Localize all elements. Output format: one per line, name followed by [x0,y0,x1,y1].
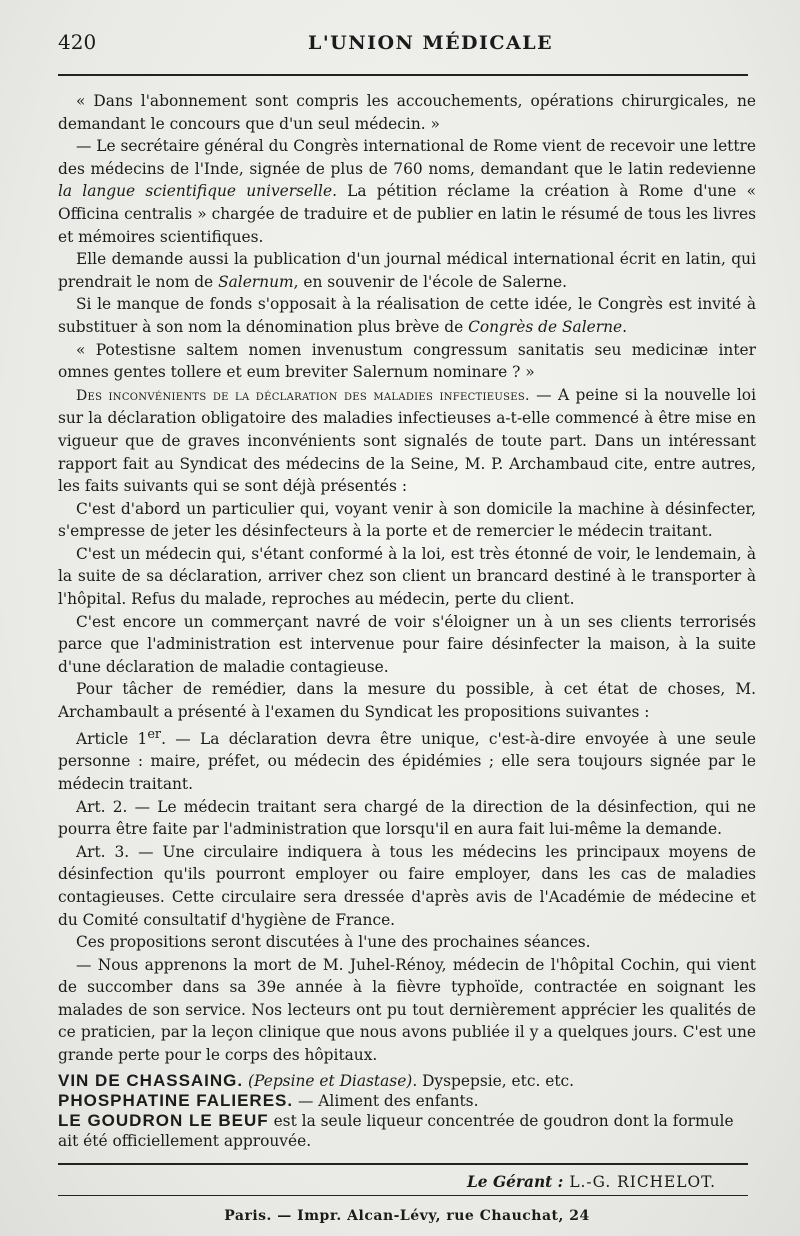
paragraph: Elle demande aussi la publication d'un journal médical international écrit en latin, qui prendrait le nom de Salernum, en souvenir de l'école de Salerne. [58,250,756,291]
signature [58,1173,756,1191]
advertisements [58,1071,756,1151]
paragraph: C'est encore un commerçant navré de voir s'éloigner un à un ses clients terrorisés parce que l'administration est intervenue pour faire désinfecter la maison, à la suite d'une déclaration de maladie contagieuse. [58,612,756,676]
header-rule [58,74,748,76]
printer-imprint: Paris. — Impr. Alcan-Lévy, rue Chauchat, 24 [224,1207,590,1224]
paragraph: C'est un médecin qui, s'étant conformé à la loi, est très étonné de voir, le lendemain, à la suite de sa déclaration, arriver chez son client un brancard destiné à le transporter à l'hôpital. Refus du malade, reproches au médecin, perte du client. [58,544,756,609]
paragraph: Art. 2. — Le médecin traitant sera chargé de la direction de la désinfection, qui ne pourra être faite par l'administration que lorsqu'il en aura fait lui-même la demande. [58,797,756,839]
article-body [58,90,756,1067]
paragraph: Ces propositions seront discutées à l'une des prochaines séances. [76,933,591,952]
page-number: 420 [58,30,97,54]
paragraph: « Potestisne saltem nomen invenustum congressum sanitatis seu medicinæ inter omnes gentes tollere et eum breviter Salernum nominare ? » [58,340,756,382]
paragraph: Art. 3. — Une circulaire indiquera à tous les médecins les principaux moyens de désinfection qu'ils pourront employer ou faire employer, dans les cas de maladies contagieuses. Cette circulaire sera dressée d'après avis de l'Académie de médecine et du Comité consultatif d'hygiène de France. [58,842,756,929]
manager-name: L.-G. RICHELOT. [569,1172,716,1191]
footer-rule-2 [58,1195,748,1196]
advertisement: PHOSPHATINE FALIERES. — Aliment des enfants. [58,1090,479,1110]
advertisement: VIN DE CHASSAING. (Pepsine et Diastase). Dyspepsie, etc. etc. [58,1070,575,1090]
journal-title: L'UNION MÉDICALE [308,32,554,54]
paragraph: Article 1er. — La déclaration devra être unique, c'est-à-dire envoyée à une seule personne : maire, préfet, ou médecin des épidémies ; elle sera toujours signée par le médecin traitant. [58,726,756,793]
paragraph: Des inconvénients de la déclaration des maladies infectieuses. — A peine si la nouvelle loi sur la déclaration obligatoire des maladies infectieuses a-t-elle commencé à être mise en vigueur que de graves inconvénients sont signalés de toute part. Dans un intéressant rapport fait au Syndicat des médecins de la Seine, M. P. Archambaud cite, entre autres, les faits suivants qui se sont déjà présentés : [58,385,756,496]
section-heading: Des inconvénients de la déclaration des maladies infectieuses. [76,387,530,404]
paragraph: — Le secrétaire général du Congrès international de Rome vient de recevoir une lettre des médecins de l'Inde, signée de plus de 760 noms, demandant que le latin redevienne la langue scientifique universelle. La pétition réclame la création à Rome d'une « Officina centralis » chargée de traduire et de publier en latin le résumé de tous les livres et mémoires scientifiques. [58,137,757,246]
paragraph: — Nous apprenons la mort de M. Juhel-Rénoy, médecin de l'hôpital Cochin, qui vient de succomber dans sa 39e année à la fièvre typhoïde, contractée en soignant les malades de son service. Nos lecteurs ont pu tout dernièrement apprécier les qualités de ce praticien, par la leçon clinique que nous avons publiée il y a quelques jours. C'est une grande perte pour le corps des hôpitaux. [58,955,756,1065]
paragraph: Si le manque de fonds s'opposait à la réalisation de cette idée, le Congrès est invité à substituer à son nom la dénomination plus brève de Congrès de Salerne. [58,295,756,336]
manager-label: Le Gérant : [466,1172,564,1191]
paragraph: C'est d'abord un particulier qui, voyant venir à son domicile la machine à désinfecter, s'empresse de jeter les désinfecteurs à la porte et de remercier le médecin traitant. [58,499,756,541]
advertisement: LE GOUDRON LE BEUF est la seule liqueur concentrée de goudron dont la formule ait été officiellement approuvée. [58,1110,734,1150]
paragraph: Pour tâcher de remédier, dans la mesure du possible, à cet état de choses, M. Archambault a présenté à l'examen du Syndicat les propositions suivantes : [58,680,756,722]
page-header [58,30,756,66]
footer-rule [58,1163,748,1165]
paragraph: « Dans l'abonnement sont compris les accouchements, opérations chirurgicales, ne demandant le concours que d'un seul médecin. » [58,92,756,133]
